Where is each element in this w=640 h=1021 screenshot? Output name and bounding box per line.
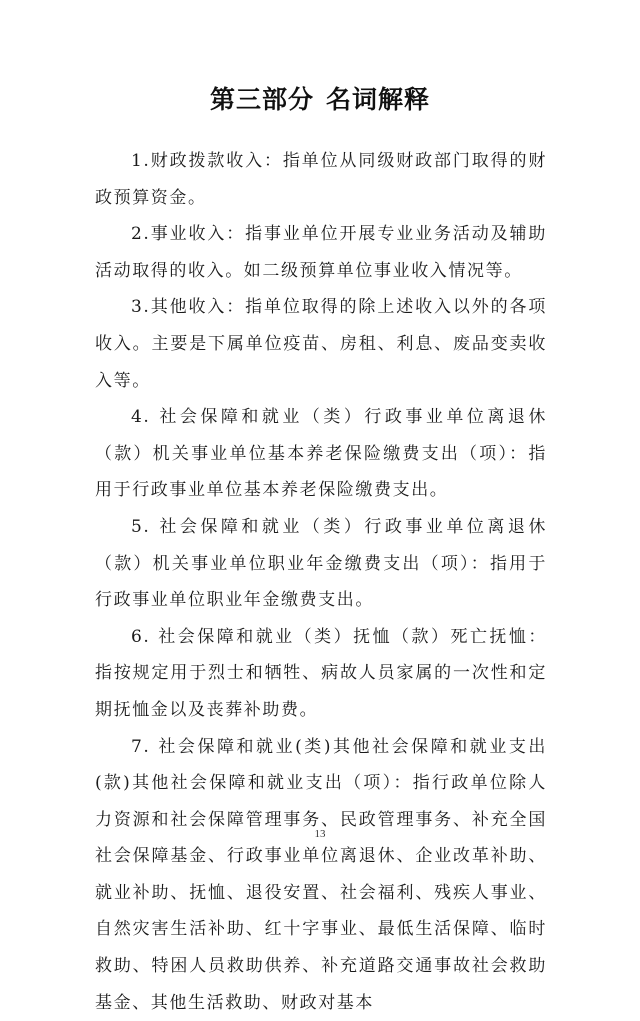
page-title [0, 80, 640, 116]
title-heading: 名词解释 [326, 85, 430, 114]
title-part-number: 第三部分 [210, 85, 314, 114]
glossary-item-2: 2.事业收入：指事业单位开展专业业务活动及辅助活动取得的收入。如二级预算单位事业收入情况等。 [95, 216, 547, 289]
glossary-item-1: 1.财政拨款收入：指单位从同级财政部门取得的财政预算资金。 [95, 143, 547, 216]
glossary-item-6: 6. 社会保障和就业（类）抚恤（款）死亡抚恤：指按规定用于烈士和牺牲、病故人员家属的一次性和定期抚恤金以及丧葬补助费。 [95, 619, 547, 729]
glossary-item-4: 4. 社会保障和就业（类）行政事业单位离退休（款）机关事业单位基本养老保险缴费支出（项）：指用于行政事业单位基本养老保险缴费支出。 [95, 399, 547, 509]
glossary-item-3: 3.其他收入：指单位取得的除上述收入以外的各项收入。主要是下属单位疫苗、房租、利息、废品变卖收入等。 [95, 289, 547, 399]
glossary-item-7: 7. 社会保障和就业(类)其他社会保障和就业支出(款)其他社会保障和就业支出（项）：指行政单位除人力资源和社会保障管理事务、民政管理事务、补充全国社会保障基金、行政事业单位离退休、企业改革补助、就业补助、抚恤、退役安置、社会福利、残疾人事业、自然灾害生活补助、红十字事业、最低生活保障、临时救助、特困人员救助供养、补充道路交通事故社会救助基金、其他生活救助、财政对基本 [95, 729, 547, 1021]
glossary-body [95, 143, 547, 1021]
glossary-item-5: 5. 社会保障和就业（类）行政事业单位离退休（款）机关事业单位职业年金缴费支出（项）：指用于行政事业单位职业年金缴费支出。 [95, 509, 547, 619]
page-number: 13 [0, 828, 640, 840]
